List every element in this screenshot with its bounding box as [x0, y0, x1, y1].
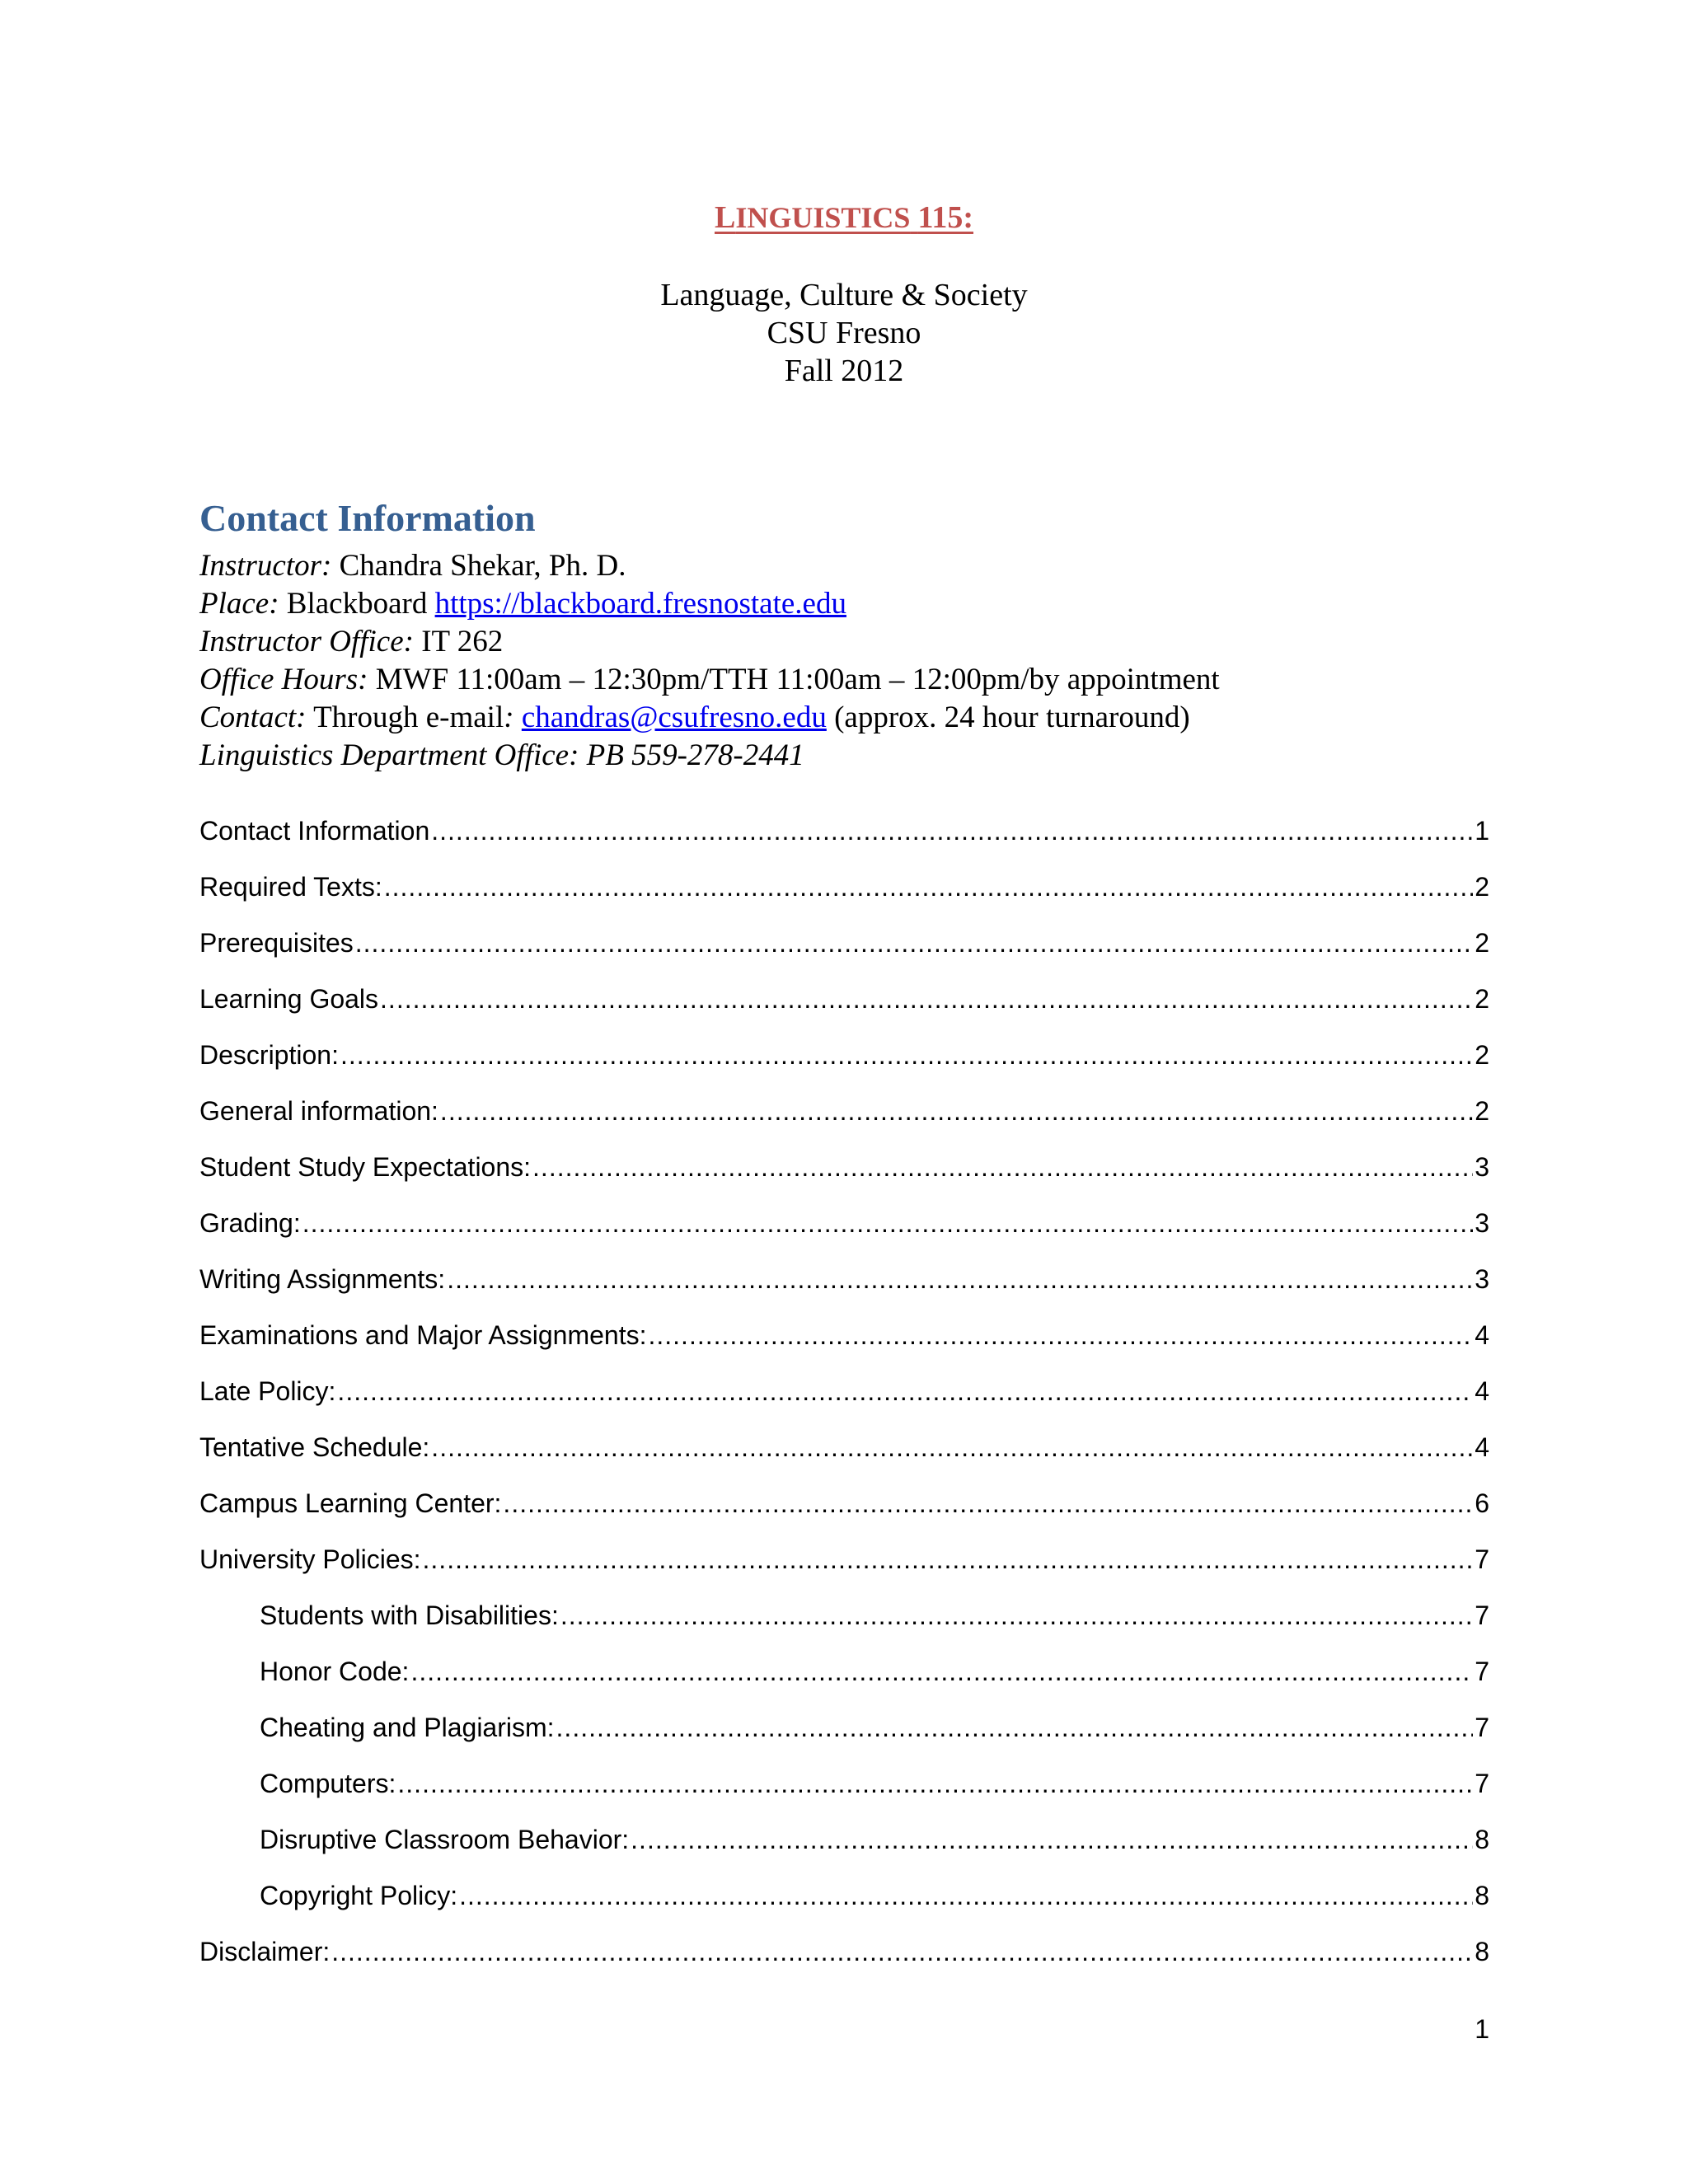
toc-leader: [380, 984, 1473, 1015]
department-office-line: Linguistics Department Office: PB 559-278-2441: [199, 738, 804, 772]
toc-entry[interactable]: Required Texts: ..... 2: [199, 872, 1489, 908]
toc-subentry[interactable]: Copyright Policy: ..... 8: [260, 1881, 1489, 1917]
toc-leader: [410, 1657, 1473, 1687]
toc-leader: [560, 1601, 1473, 1631]
instructor-line: Instructor: Chandra Shekar, Ph. D.: [199, 549, 626, 583]
toc-leader: [503, 1488, 1473, 1519]
toc-entry[interactable]: Grading: ..... 3: [199, 1208, 1489, 1244]
term: Fall 2012: [784, 354, 904, 388]
toc-entry[interactable]: Prerequisites ..... 2: [199, 928, 1489, 964]
toc-leader: [331, 1937, 1473, 1967]
place-line: Place: Blackboard https://blackboard.fresnostate.edu: [199, 587, 846, 621]
page-number: 1: [1475, 2014, 1489, 2044]
email-link[interactable]: chandras@csufresno.edu: [521, 701, 827, 734]
blackboard-link[interactable]: https://blackboard.fresnostate.edu: [434, 587, 846, 621]
toc-leader: [431, 1432, 1473, 1463]
toc-entry[interactable]: Learning Goals ..... 2: [199, 984, 1489, 1020]
toc-entry[interactable]: Writing Assignments: ..... 3: [199, 1264, 1489, 1301]
toc-subentry[interactable]: Cheating and Plagiarism: ..... 7: [260, 1713, 1489, 1749]
course-subtitle: Language, Culture & Society: [660, 278, 1028, 312]
toc-leader: [648, 1320, 1473, 1351]
toc-subentry[interactable]: Honor Code: ..... 7: [260, 1657, 1489, 1693]
toc-subentry[interactable]: Students with Disabilities: ..... 7: [260, 1601, 1489, 1637]
course-title: LINGUISTICS 115:: [714, 200, 973, 235]
toc-entry[interactable]: Student Study Expectations: ..... 3: [199, 1152, 1489, 1188]
toc-entry[interactable]: Disclaimer: ..... 8: [199, 1937, 1489, 1973]
university-name: CSU Fresno: [767, 316, 921, 350]
toc-subentry[interactable]: Computers: ..... 7: [260, 1769, 1489, 1805]
toc-leader: [431, 816, 1473, 846]
toc-entry[interactable]: Contact Information ..... 1: [199, 816, 1489, 852]
toc-entry[interactable]: Description: ..... 2: [199, 1040, 1489, 1076]
toc-leader: [423, 1544, 1474, 1575]
contact-line: Contact: Through e-mail: chandras@csufresno.edu (approx. 24 hour turnaround): [199, 701, 1190, 734]
toc-leader: [340, 1040, 1473, 1071]
toc-entry[interactable]: Campus Learning Center: ..... 6: [199, 1488, 1489, 1525]
toc-leader: [397, 1769, 1473, 1799]
toc-leader: [384, 872, 1473, 902]
toc-entry[interactable]: Examinations and Major Assignments: ..... 4: [199, 1320, 1489, 1357]
office-line: Instructor Office: IT 262: [199, 625, 504, 658]
toc-leader: [459, 1881, 1473, 1911]
toc-leader: [556, 1713, 1474, 1743]
toc-leader: [302, 1208, 1473, 1239]
toc-entry[interactable]: Late Policy: ..... 4: [199, 1376, 1489, 1413]
toc-leader: [447, 1264, 1473, 1295]
toc-entry[interactable]: General information: ..... 2: [199, 1096, 1489, 1132]
toc-subentry[interactable]: Disruptive Classroom Behavior: ..... 8: [260, 1825, 1489, 1861]
contact-heading: Contact Information: [199, 497, 536, 539]
toc-entry[interactable]: Tentative Schedule: ..... 4: [199, 1432, 1489, 1469]
toc-leader: [631, 1825, 1473, 1855]
toc-leader: [440, 1096, 1473, 1127]
toc-leader: [532, 1152, 1473, 1183]
toc-leader: [355, 928, 1473, 958]
office-hours-line: Office Hours: MWF 11:00am – 12:30pm/TTH 11:00am – 12:00pm/by appointment: [199, 663, 1220, 696]
toc-leader: [337, 1376, 1473, 1407]
toc-entry[interactable]: University Policies: ..... 7: [199, 1544, 1489, 1581]
